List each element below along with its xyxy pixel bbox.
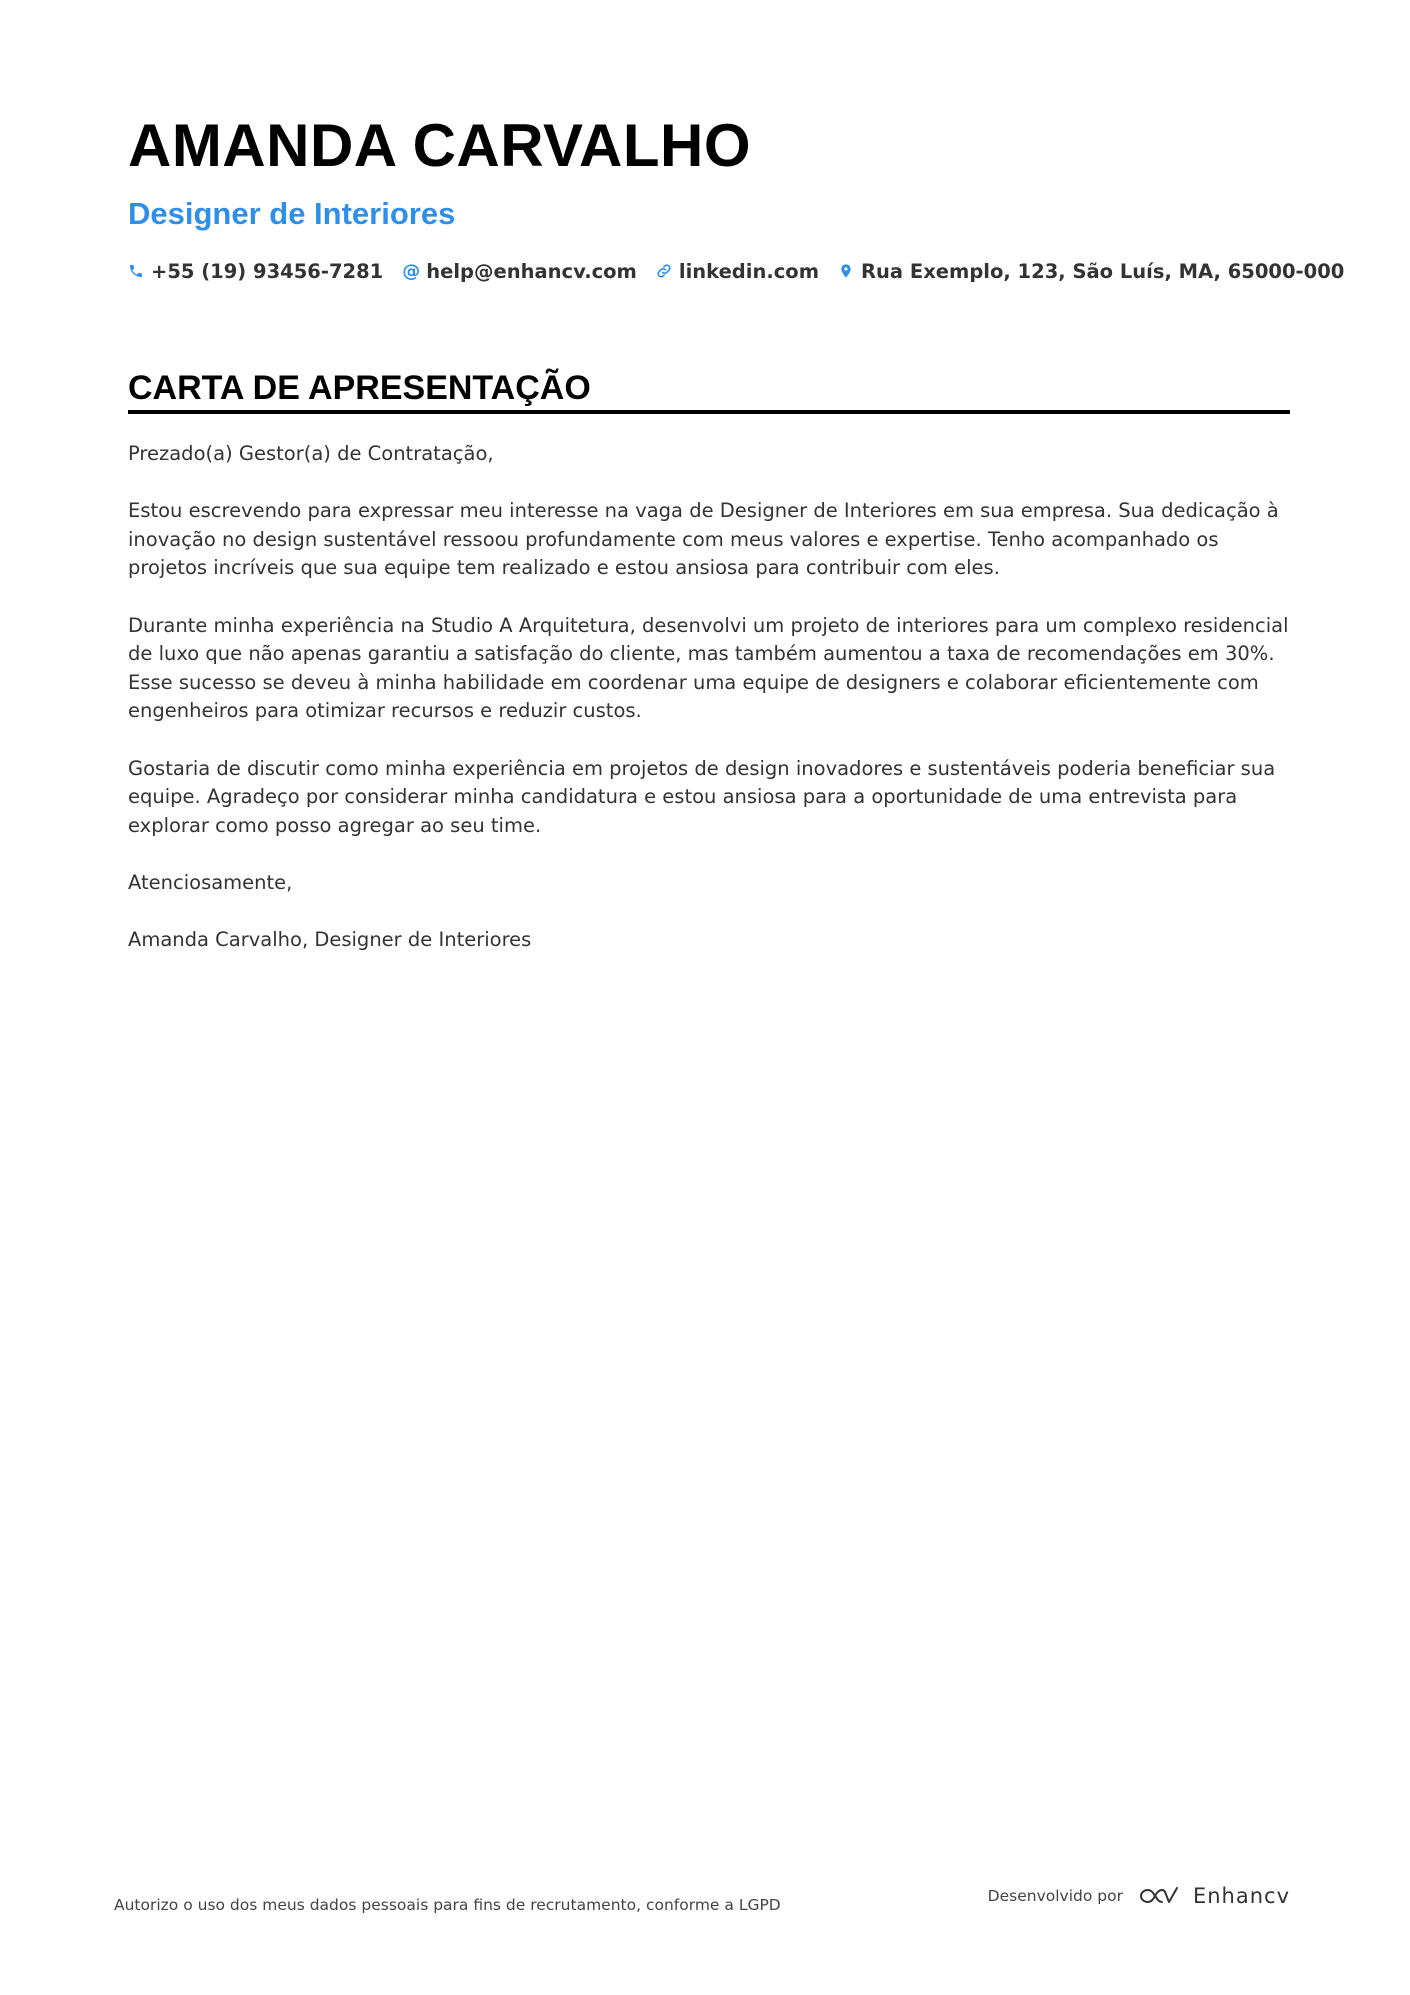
contact-bar <box>128 256 1345 286</box>
cover-letter-page <box>128 108 1345 983</box>
location-pin-icon <box>838 263 854 279</box>
enhancv-brand: Enhancv <box>1192 1884 1290 1908</box>
link-icon <box>656 263 672 279</box>
letter-paragraph: Durante minha experiência na Studio A Arquitetura, desenvolvi um projeto de interiores para um complexo residencial de luxo que não apenas garantiu a satisfação do cliente, mas também aumentou a taxa de recomendações em 30%. Esse sucesso se deveu à minha habilidade em coordenar uma equipe de designers e colaborar eficientemente com engenheiros para otimizar recursos e reduzir custos. <box>128 613 1289 723</box>
enhancv-logo-icon <box>1135 1884 1181 1908</box>
contact-address <box>838 260 1344 283</box>
phone-icon <box>128 263 144 279</box>
at-icon: @ <box>402 260 421 282</box>
letter-closing: Atenciosamente, <box>128 870 293 894</box>
contact-linkedin-text: linkedin.com <box>678 259 820 283</box>
powered-by[interactable] <box>988 1884 1290 1908</box>
consent-note: Autorizo o uso dos meus dados pessoais para fins de recrutamento, conforme a LGPD <box>114 1896 781 1914</box>
contact-email-text: help@enhancv.com <box>426 259 637 283</box>
powered-by-label: Desenvolvido por <box>987 1887 1123 1905</box>
contact-phone-text: +55 (19) 93456-7281 <box>151 259 384 283</box>
candidate-name: AMANDA CARVALHO <box>128 112 752 179</box>
candidate-role: Designer de Interiores <box>128 196 456 231</box>
contact-phone[interactable] <box>128 260 383 283</box>
letter-body <box>128 440 1290 955</box>
contact-linkedin[interactable] <box>656 260 819 283</box>
letter-paragraph: Gostaria de discutir como minha experiência em projetos de design inovadores e sustentáveis poderia beneficiar sua equipe. Agradeço por considerar minha candidatura e estou ansiosa para a oportunidade de uma entrevista para explorar como posso agregar ao seu time. <box>128 756 1276 837</box>
letter-salutation: Prezado(a) Gestor(a) de Contratação, <box>128 442 494 465</box>
section-title: CARTA DE APRESENTAÇÃO <box>128 368 1290 414</box>
contact-email[interactable] <box>402 260 637 283</box>
letter-signature: Amanda Carvalho, Designer de Interiores <box>128 928 532 952</box>
contact-address-text: Rua Exemplo, 123, São Luís, MA, 65000-000 <box>861 259 1345 283</box>
letter-paragraph: Estou escrevendo para expressar meu interesse na vaga de Designer de Interiores em sua empresa. Sua dedicação à inovação no design sustentável ressoou profundamente com meus valores e expertise. Tenho acompanhado os projetos incríveis que sua equipe tem realizado e estou ansiosa para contribuir com eles. <box>128 499 1279 580</box>
